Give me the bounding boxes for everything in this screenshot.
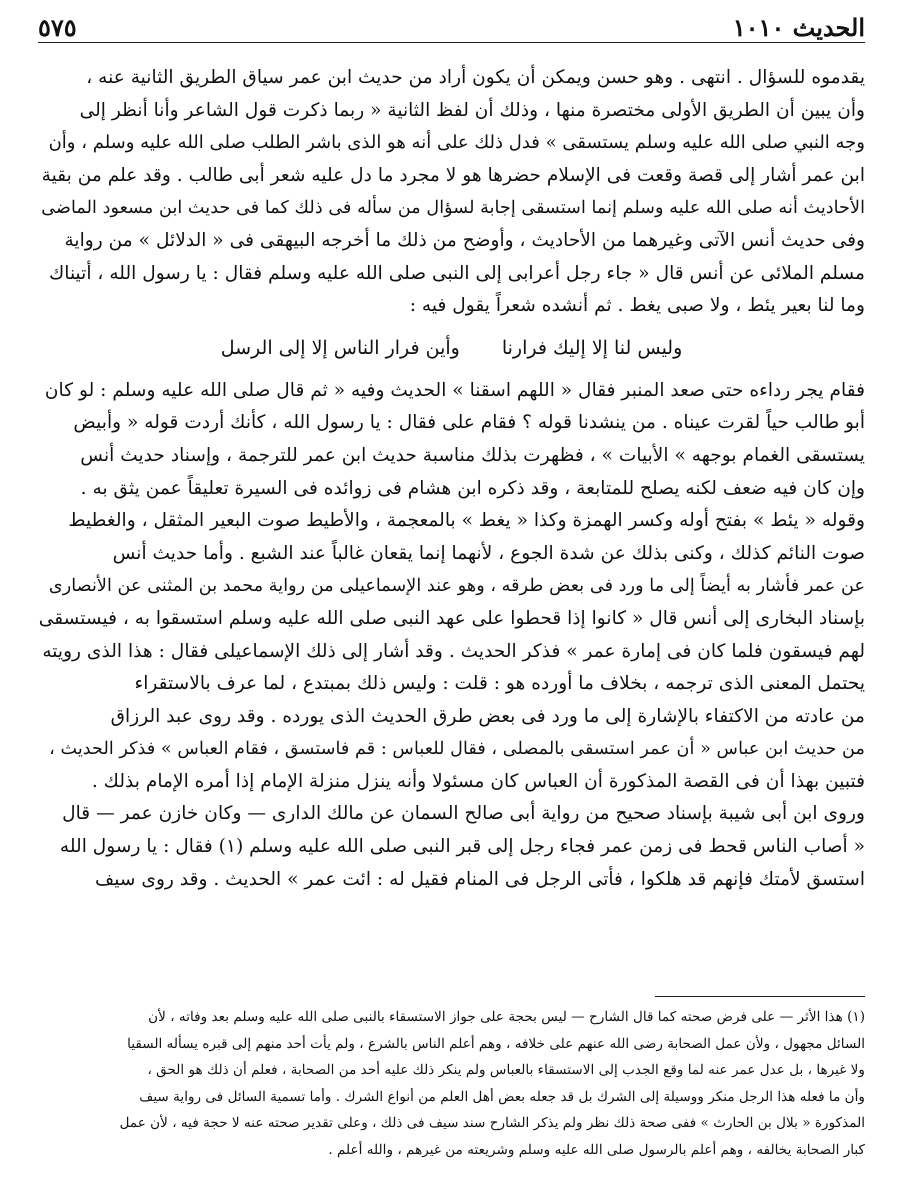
text-line: لهم فيسقون فلما كان فى إمارة عمر » فذكر الحديث . وقد أشار إلى ذلك الإسماعيلى فقال : هذا الذى رويته — [42, 640, 865, 662]
text-block-2 — [38, 375, 865, 897]
text-line: يقدموه للسؤال . انتهى . وهو حسن ويمكن أن يكون أراد من حديث ابن عمر سياق الطريق الثانية عنه ، — [86, 67, 865, 88]
text-line: عن عمر فأشار به أيضاً إلى ما ورد فى بعض طرقه ، وهو عند الإسماعيلى من رواية محمد بن المثنى عن الأنصارى — [48, 576, 865, 597]
text-line: من عادته من الاكتفاء بالإشارة إلى ما ورد فى بعض طرق الحديث الذى يورده . وقد روى عبد الرزاق — [110, 705, 865, 727]
page-header — [38, 12, 865, 42]
footnote-line: ولا غيرها ، بل عدل عمر عنه لما وقع الجدب إلى الاستسقاء بالعباس ولم ينكر ذلك عليه أحد من الصحابة ، فعلم أن ذلك هو الحق ، — [147, 1062, 865, 1078]
text-line: وإن كان فيه ضعف لكنه يصلح للمتابعة ، وقد ذكره ابن هشام فى زوائده فى السيرة تعليقاً عمن يثق به . — [80, 477, 865, 499]
verse — [38, 323, 865, 375]
footnote-rule — [655, 996, 865, 997]
text-line: يحتمل المعنى الذى ترجمه ، بخلاف ما أورده هو : قلت : وليس ذلك بمبتدع ، لما عرف بالاستقراء — [134, 673, 865, 695]
text-line: فتبين بهذا أن فى القصة المذكورة أن العباس كان مسئولا وأنه ينزل منزلة الإمام إذا أمره الإمام بذلك . — [91, 770, 865, 792]
text-line: صوت النائم كذلك ، وكنى بذلك عن شدة الجوع ، لأنهما إنما يقعان غالباً عند الشبع . وأما حديث أنس — [112, 542, 865, 564]
text-line: بإسناد البخارى إلى أنس قال « كانوا إذا قحطوا على عهد النبى صلى الله عليه وسلم استسقوا به ، فيستسقى — [38, 607, 865, 629]
footnote-line: وأن ما فعله هذا الرجل منكر ووسيلة إلى الشرك بل قد جعله بعض أهل العلم من أنواع الشرك . وأما تسمية السائل فى رواية سيف — [139, 1088, 865, 1105]
footnote-line: كبار الصحابة يخالفه ، وهم أعلم بالرسول صلى الله عليه وسلم وشريعته من غيرهم ، والله أعلم . — [328, 1141, 865, 1158]
text-line: الأحاديث أنه صلى الله عليه وسلم إنما استسقى إجابة لسؤال من سأله فى ذلك كما فى حديث ابن مسعود الماضى — [41, 198, 865, 219]
verse-hemistich-1: وليس لنا إلا إليك فرارنا — [501, 337, 683, 360]
verse-hemistich-2: وأين فرار الناس إلا إلى الرسل — [220, 337, 460, 360]
text-line: أبو طالب حياً لقرت عيناه . من ينشدنا قوله ؟ فقام على فقال : يا رسول الله ، كأنك أردت قوله « وأبيض — [73, 412, 865, 434]
text-line: يستسقى الغمام بوجهه » الأبيات » ، فظهرت بذلك مناسبة حديث ابن عمر للترجمة ، وإسناد حديث أنس — [80, 444, 865, 466]
text-line: ابن عمر أشار إلى قصة وقعت فى الإسلام حضرها هو لا مجرد ما دل عليه شعر أبى طالب . وقد علم من بقية — [41, 164, 865, 186]
text-line: مسلم الملائى عن أنس قال « جاء رجل أعرابى إلى النبى صلى الله عليه وسلم فقال : يا رسول الله ، أتيناك — [48, 262, 865, 284]
footnote-line: السائل مجهول ، ولأن عمل الصحابة رضى الله عنهم على خلافه ، وهم أعلم الناس بالشرع ، ولم يأت أحد منهم إلى قبره يسأله السقيا — [127, 1035, 865, 1052]
footnote-line: (١) هذا الأثر — على فرض صحته كما قال الشارح — ليس بحجة على جواز الاستسقاء بالنبى صلى الله عليه وسلم بعد وفاته ، لأن — [148, 1009, 865, 1025]
page-number: ٥٧٥ — [38, 12, 77, 42]
header-rule — [38, 42, 865, 43]
hadith-number: الحديث ١٠١٠ — [732, 12, 865, 42]
text-block-1 — [38, 62, 865, 323]
text-line: وفى حديث أنس الآتى وغيرهما من الأحاديث ، وأوضح من ذلك ما أخرجه البيهقى فى « الدلائل » من رواية — [64, 229, 865, 251]
footnotes — [38, 1004, 865, 1163]
text-line: استسق لأمتك فإنهم قد هلكوا ، فأتى الرجل فى المنام فقيل له : ائت عمر » الحديث . وقد روى سيف — [95, 868, 865, 890]
text-line: وروى ابن أبى شيبة بإسناد صحيح من رواية أبى صالح السمان عن مالك الدارى — وكان خازن عمر — قال — [62, 803, 865, 825]
text-line: من حديث ابن عباس « أن عمر استسقى بالمصلى ، فقال للعباس : قم فاستسق ، فقام العباس » فذكر الحديث ، — [49, 739, 865, 760]
book-page — [38, 0, 865, 1200]
text-line: « أصاب الناس قحط فى زمن عمر فجاء رجل إلى قبر النبى صلى الله عليه وسلم (١) فقال : يا رسول الله — [59, 836, 865, 858]
text-line: وجه النبي صلى الله عليه وسلم يستسقى » فدل ذلك على أنه هو الذى باشر الطلب صلى الله عليه وسلم ، وأن — [48, 132, 865, 154]
text-line: وما لنا بعير يئط ، ولا صبى يغط . ثم أنشده شعراً يقول فيه : — [409, 295, 865, 317]
text-line: فقام يجر رداءه حتى صعد المنبر فقال « اللهم اسقنا » الحديث وفيه « ثم قال صلى الله عليه وسلم : لو كان — [44, 379, 865, 401]
main-text — [38, 62, 865, 896]
text-line: وأن يبين أن الطريق الأولى مختصرة منها ، وذلك أن لفظ الثانية « ربما ذكرت قول الشاعر وأنا أنظر إلى — [79, 99, 865, 121]
footnote-line: المذكورة « بلال بن الحارث » ففى صحة ذلك نظر ولم يذكر الشارح سند سيف فى ذلك ، وعلى تقدير صحته عنه لا حجة فيه ، لأن عمل — [119, 1115, 865, 1131]
text-line: وقوله « يئط » بفتح أوله وكسر الهمزة وكذا « يغط » بالمعجمة ، والأطيط صوت البعير المثقل ، والغطيط — [68, 510, 865, 532]
